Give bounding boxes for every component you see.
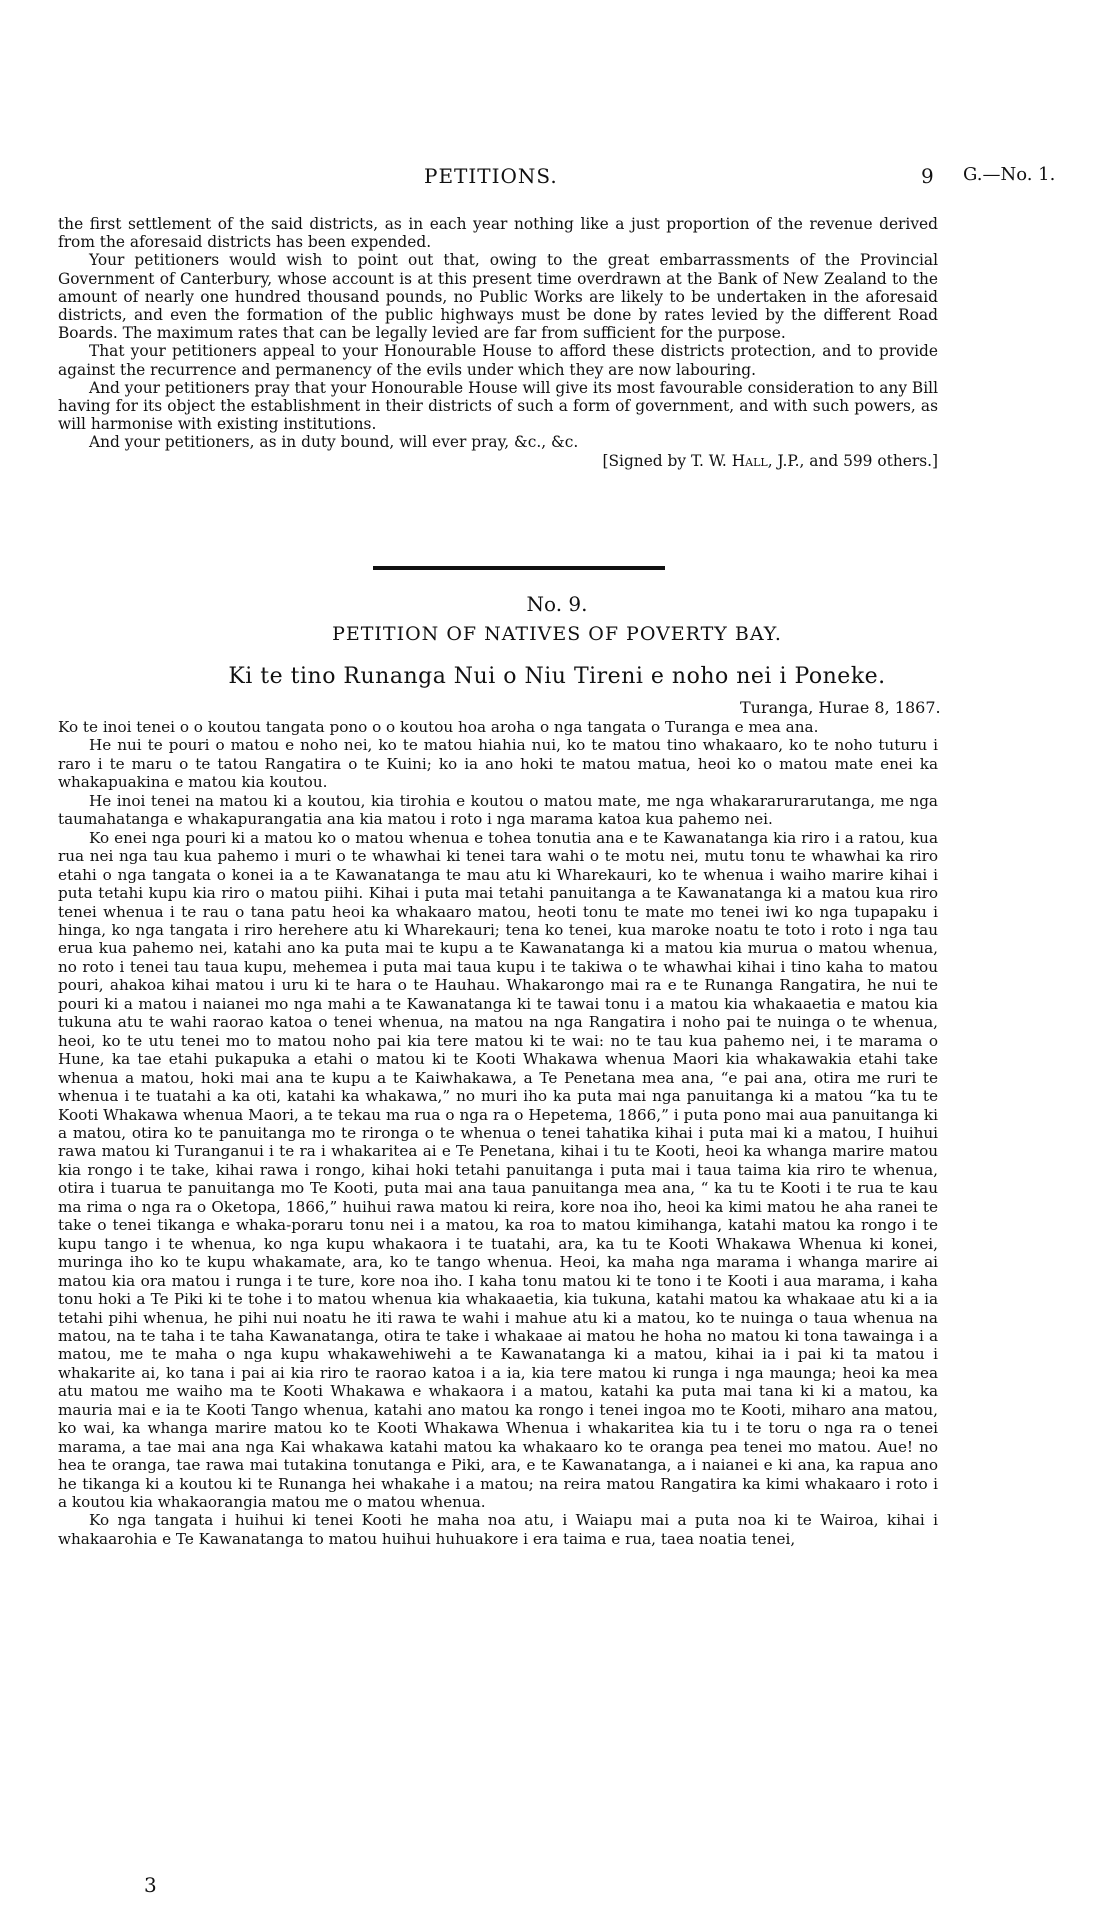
- paragraph: He nui te pouri o matou e noho nei, ko te matou hiahia nui, ko te matou tino whakaaro, ko te noho tuturu i raro i te maru o te tatou Rangatira o te Kuini; ko ia ano hoki te matou matua, heoi ko o matou mate enei ka whakapuakina e matou kia koutou.: [58, 736, 938, 792]
- previous-petition-conclusion: [58, 215, 938, 470]
- paragraph: Ko te inoi tenei o o koutou tangata pono o o koutou hoa aroha o nga tangata o Turanga e mea ana.: [58, 718, 819, 736]
- paragraph: He inoi tenei na matou ki a koutou, kia tirohia e koutou o matou mate, me nga whakararurarutanga, me nga taumahatanga e whakapurangatia ana kia matou i roto i nga marama katoa kua pahemo nei.: [58, 791, 938, 829]
- running-head-title: PETITIONS.: [424, 164, 558, 188]
- signed-suffix: , J.P., and 599 others.]: [767, 451, 938, 470]
- paragraph: Ko nga tangata i huihui ki tenei Kooti he maha noa atu, i Waiapu mai a puta noa ki te Wairoa, kihai i whakaarohia e Te Kawanatanga to matou huihui huhuakore i era taima e rua, taea noatia tenei,: [58, 1511, 938, 1548]
- petition-number: No. 9.: [526, 592, 588, 616]
- paragraph: Ko enei nga pouri ki a matou ko o matou whenua e tohea tonutia ana e te Kawanatanga kia riro i a ratou, kua rua nei nga tau kua pahemo i muri o te whawhai ki tenei tara wahi o te motu nei, mutu tonu te whawhai ka riro etahi o nga tangata o konei ia a te Kawanatanga te mau atu ki Wharekauri, ko te whenua i waiho marire kihai i puta tetahi kupu kia riro o matou piihi. Kihai i puta mai tetahi panuitanga a te Kawanatanga ki a matou kua riro tenei whenua i te rau o tana patu heoi ka whakaaro matou, heoti tonu te mate mo tenei iwi ko nga tupapaku i hinga, ko nga tangata i riro herehere atu ki Wharekauri; tena ko tenei, kua maroke noatu te toto i roto i nga tau erua kua pahemo nei, katahi ano ka puta mai te kupu a te Kawanatanga ki a matou kia murua o matou whenua, no roto i tenei tau taua kupu, mehemea i puta mai taua kupu i te takiwa o te whawhai kihai i tino kaha to matou pouri, ahakoa kihai matou i uru ki te hara o te Hauhau. Whakarongo mai ra e te Runanga Rangatira, he nui te pouri ki a matou i naianei mo nga mahi a te Kawanatanga ki te tawai tonu i a matou kia whakaaetia e matou kia tukuna atu te wahi raorao katoa o tenei whenua, na matou na nga Rangatira i noho pai te nuinga o te whenua, heoi, ko te utu tenei mo to matou noho pai kia tere matou ki te wai: no te tau kua pahemo nei, i te marama o Hune, ka tae etahi pukapuka a etahi o matou ki te Kooti Whakawa whenua Maori kia whakawakia etahi take whenua a matou, hoki mai ana te kupu a te Kaiwhakawa, a Te Penetana mea ana, “e pai ana, otira me ruri te whenua i te tuatahi a ka oti, katahi ka whakawa,” no muri iho ka puta mai nga panuitanga ki a matou “ka tu te Kooti Whakawa whenua Maori, a te tekau ma rua o nga ra o Hepetema, 1866,” i puta pono mai aua panuitanga ki a matou, otira ko te panuitanga mo te rironga o te whenua o tenei tahatika kihai i puta mai ki a matou, I huihui rawa matou ki Turanganui i te ra i whakaritea ai e Te Penetana, kihai i tu te Kooti, heoi ka whanga marire matou kia rongo i te take, kihai rawa i rongo, kihai hoki tetahi panuitanga i puta mai i taua taima kia riro te whenua, otira i tuarua te panuitanga mo Te Kooti, puta mai ana taua panuitanga mea ana, “ ka tu te Kooti i te rua te kau ma rima o nga ra o Oketopa, 1866,” huihui rawa matou ki reira, kore noa iho, heoi ka kimi matou he aha ranei te take o tenei tikanga e whaka-poraru tonu nei i a matou, ka roa to matou kimihanga, katahi matou ka rongo i te kupu tango i te whenua, ko nga kupu whakaora i te tuatahi, ara, ka tu te Kooti Whakawa Whenua ki konei, muringa iho ko te kupu whakamate, ara, ko te tango whenua. Heoi, ka maha nga marama i whanga marire ai matou kia ora matou i runga i te ture, kore noa iho. I kaha tonu matou ki te tono i te Kooti i aua marama, i kaha tonu hoki a Te Piki ki te tohe i to matou whenua kia whakaaetia, kia tukuna, katahi matou ka whakaae atu ki a ia tetahi pihi whenua, he pihi nui noatu he iti rawa te wahi i mahue atu ki a matou, ko te nuinga o taua whenua na matou, na te taha i te taha Kawanatanga, otira te take i whakaae ai matou he hoha no matou ki tona tawainga i a matou, me te maha o nga kupu whakawehiwehi a te Kawanatanga ki a matou, kihai ia i pai ki ta matou i whakarite ai, ko tana i pai ai kia riro te raorao katoa i a ia, kia tere matou ki runga i nga maunga; heoi ka mea atu matou me waiho ma te Kooti Whakawa e whakaora i a matou, katahi ka puta mai tana ki ki a matou, ka mauria mai e ia te Kooti Tango whenua, katahi ano matou ka rongo i tenei ingoa mo te Kooti, miharo ana matou, ko wai, ka whanga marire matou ko te Kooti Whakawa Whenua i whakaritea kia tu i te toru o nga ra o tenei marama, a tae mai ana nga Kai whakawa katahi matou ka whakaaro ko te oranga pea tenei mo matou. Aue! no hea te oranga, tae rawa mai tutakina tonutanga e Piki, ara, e te Kawanatanga, a i naianei e ki ana, ka rapua ano he tikanga ki a koutou ki te Runanga hei whakahe i a matou; na reira matou Rangatira ka kimi whakaaro i roto i a koutou kia whakaorangia matou me o matou whenua.: [58, 828, 938, 1512]
- signature-mark: 3: [144, 1873, 157, 1897]
- petition-addressee: Ki te tino Runanga Nui o Niu Tireni e noho nei i Poneke.: [228, 664, 886, 689]
- document-reference: G.—No. 1.: [963, 164, 1056, 185]
- paragraph: That your petitioners appeal to your Honourable House to afford these districts protection, and to provide against the recurrence and permanency of the evils under which they are now labouring.: [58, 342, 938, 379]
- page-number: 9: [921, 164, 934, 188]
- petition-date: Turanga, Hurae 8, 1867.: [740, 698, 941, 717]
- section-divider: [373, 566, 665, 570]
- paragraph: And your petitioners, as in duty bound, will ever pray, &c., &c.: [89, 433, 579, 452]
- signature-line: [58, 452, 938, 470]
- signer-surname: Hall: [731, 451, 768, 470]
- paragraph: And your petitioners pray that your Honourable House will give its most favourable consideration to any Bill having for its object the establishment in their districts of such a form of government, and with such powers, as will harmonise with existing institutions.: [58, 378, 939, 434]
- petition-title: PETITION OF NATIVES OF POVERTY BAY.: [332, 623, 782, 645]
- paragraph: Your petitioners would wish to point out that, owing to the great embarrassments of the Provincial Government of Canterbury, whose account is at this present time overdrawn at the Bank of New Zealand to the amount of nearly one hundred thousand pounds, no Public Works are likely to be undertaken in the aforesaid districts, and even the formation of the public highways must be done by rates levied by the different Road Boards. The maximum rates that can be legally levied are far from sufficient for the purpose.: [58, 251, 938, 343]
- petition-body: [58, 718, 938, 1548]
- paragraph: the first settlement of the said districts, as in each year nothing like a just proportion of the revenue derived from the aforesaid districts has been expended.: [58, 215, 938, 252]
- signed-prefix: [Signed by T. W.: [602, 451, 727, 470]
